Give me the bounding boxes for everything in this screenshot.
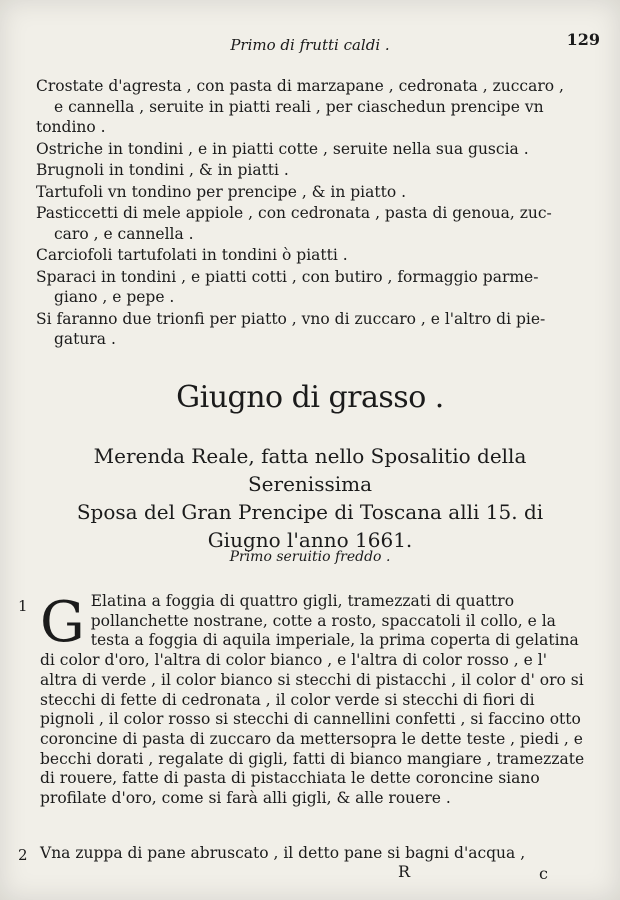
menu-item-text: Si faranno due trionfi per piatto , vno di zuccaro , e l'altro di pie- xyxy=(36,309,546,328)
menu-item-cont: gatura . xyxy=(54,330,116,348)
subtitle-line: Merenda Reale, fatta nello Sposalitio della Serenissima xyxy=(93,444,527,496)
drop-cap: G xyxy=(40,590,85,655)
menu-item-text: Sparaci in tondini , e piatti cotti , con butiro , formaggio parme- xyxy=(36,267,539,286)
menu-item-cont: e cannella , seruite in piatti reali , per ciaschedun prencipe vn tondino . xyxy=(36,97,544,136)
menu-item xyxy=(36,309,584,350)
section-heading: Giugno di grasso . xyxy=(176,380,444,415)
menu-list xyxy=(36,76,584,351)
menu-item-text: Tartufoli vn tondino per prencipe , & in piatto . xyxy=(36,182,407,201)
catchword: c xyxy=(539,864,548,883)
menu-item xyxy=(36,76,584,138)
service-title: Primo seruitio freddo . xyxy=(229,549,391,565)
page-number: 129 xyxy=(566,30,600,49)
recipe-text: Elatina a foggia di quattro gigli, tramezzati di quattro pollanchette nostrane, cotte a rosto, spaccatoli il collo, e la testa a foggia di aquila imperiale, la prima coperta di gelatina di color d'oro, l'altra di color bianco , e l'altra di color rosso , e l' altra di verde , il color bianco si stecchi di pistacchi , il color d' oro si stecchi di fette di cedronata , il color verde si stecchi di fiori di pignoli , il color rosso si stecchi di cannellini confetti , si faccino otto coroncine di pasta di zuccaro da mettersopra le dette teste , piedi , e becchi dorati , regalate di gigli, fatti di bianco mangiare , tramezzate di rouere, fatte di pasta di pistacchiata le dette coroncine siano profilate d'oro, come si farà alli gigli, & alle rouere . xyxy=(40,592,585,808)
menu-item xyxy=(36,203,584,244)
menu-item-cont: caro , e cannella . xyxy=(54,224,194,243)
subtitle-line: Sposa del Gran Prencipe di Toscana alli 15. di xyxy=(76,500,544,524)
item-number: 1 xyxy=(18,597,28,615)
recipe-paragraph: Vna zuppa di pane abruscato , il detto pane si bagni d'acqua , xyxy=(40,844,526,862)
menu-item xyxy=(36,245,584,266)
menu-item xyxy=(36,182,584,203)
menu-item xyxy=(36,267,584,308)
recipe-paragraph xyxy=(40,592,586,809)
menu-item-text: Pasticcetti di mele appiole , con cedronata , pasta di genoua, zuc- xyxy=(36,204,552,222)
section-subtitle xyxy=(32,442,588,554)
menu-item xyxy=(36,139,584,160)
menu-item-cont: giano , e pepe . xyxy=(54,288,175,306)
menu-item-text: Brugnoli in tondini , & in piatti . xyxy=(36,161,289,179)
menu-item-text: Crostate d'agresta , con pasta di marzapane , cedronata , zuccaro , xyxy=(36,77,564,95)
running-head: Primo di frutti caldi . xyxy=(230,36,390,54)
menu-item-text: Ostriche in tondini , e in piatti cotte , seruite nella sua guscia . xyxy=(36,139,529,158)
menu-item-text: Carciofoli tartufolati in tondini ò piatti . xyxy=(36,246,348,264)
signature-mark: R xyxy=(398,862,411,881)
menu-item xyxy=(36,160,584,181)
item-number: 2 xyxy=(18,846,28,864)
subtitle-line: Giugno l'anno 1661. xyxy=(207,528,413,552)
